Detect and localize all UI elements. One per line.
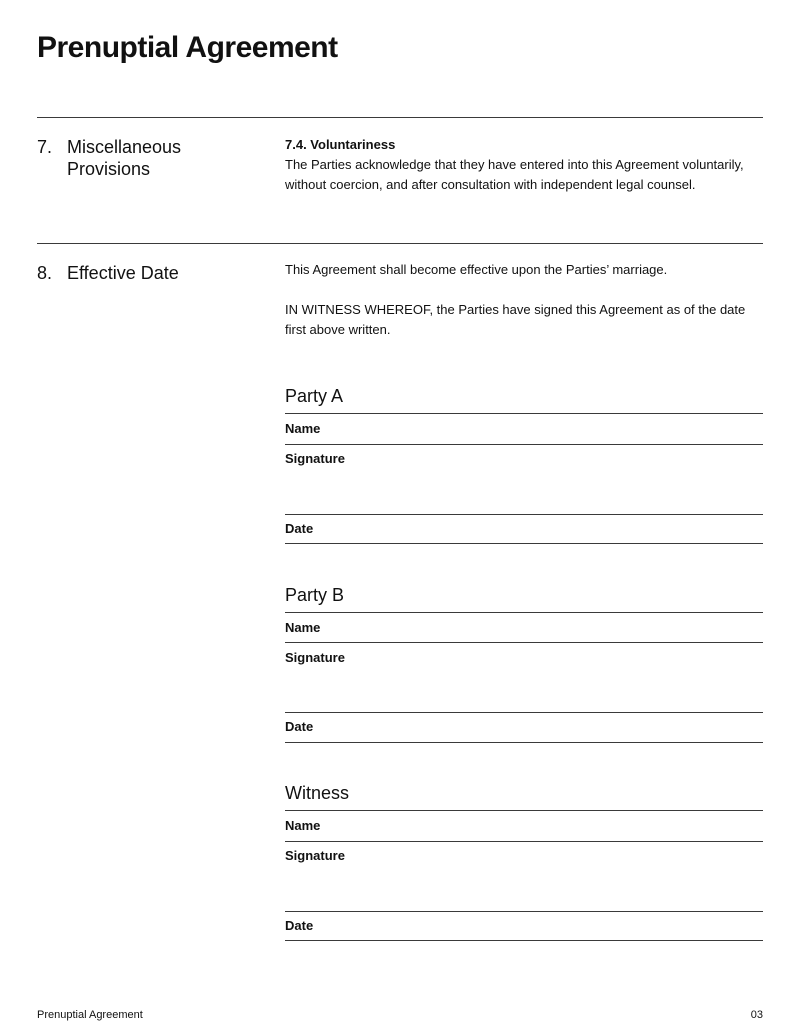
- signature-block-heading: Party B: [285, 585, 345, 605]
- section-divider: [37, 243, 763, 244]
- signature-line: [285, 514, 763, 515]
- date-field[interactable]: Date: [285, 918, 314, 933]
- section-paragraph: IN WITNESS WHEREOF, the Parties have signed this Agreement as of the date first above written.: [285, 302, 746, 337]
- signature-field[interactable]: Signature: [285, 650, 345, 665]
- name-field[interactable]: Name: [285, 620, 321, 635]
- signature-line: [285, 612, 763, 613]
- page-title: Prenuptial Agreement: [37, 31, 338, 64]
- section-divider: [37, 117, 763, 118]
- section-number: 7.: [37, 137, 53, 157]
- name-field[interactable]: Name: [285, 421, 321, 436]
- name-field[interactable]: Name: [285, 818, 321, 833]
- signature-line: [285, 543, 763, 544]
- section-title: Miscellaneous Provisions: [67, 137, 182, 179]
- signature-line: [285, 810, 763, 811]
- section-title: Effective Date: [67, 263, 179, 283]
- page-number: 03: [750, 1009, 763, 1021]
- signature-field[interactable]: Signature: [285, 848, 345, 863]
- signature-line: [285, 911, 763, 912]
- signature-field[interactable]: Signature: [285, 451, 345, 466]
- signature-block-heading: Party A: [285, 386, 344, 406]
- section-paragraph: The Parties acknowledge that they have entered into this Agreement voluntarily, without coercion, and after consultation with independent legal counsel.: [285, 157, 744, 192]
- section-paragraph: This Agreement shall become effective upon the Parties’ marriage.: [285, 262, 668, 277]
- signature-line: [285, 642, 763, 643]
- signature-line: [285, 841, 763, 842]
- date-field[interactable]: Date: [285, 719, 314, 734]
- signature-line: [285, 413, 763, 414]
- signature-line: [285, 742, 763, 743]
- signature-line: [285, 712, 763, 713]
- subsection-heading: 7.4. Voluntariness: [285, 137, 396, 152]
- signature-block-heading: Witness: [285, 783, 350, 803]
- footer-document-title: Prenuptial Agreement: [37, 1009, 143, 1021]
- signature-line: [285, 444, 763, 445]
- section-number: 8.: [37, 263, 53, 283]
- section-body: [285, 136, 765, 195]
- signature-line: [285, 940, 763, 941]
- date-field[interactable]: Date: [285, 521, 314, 536]
